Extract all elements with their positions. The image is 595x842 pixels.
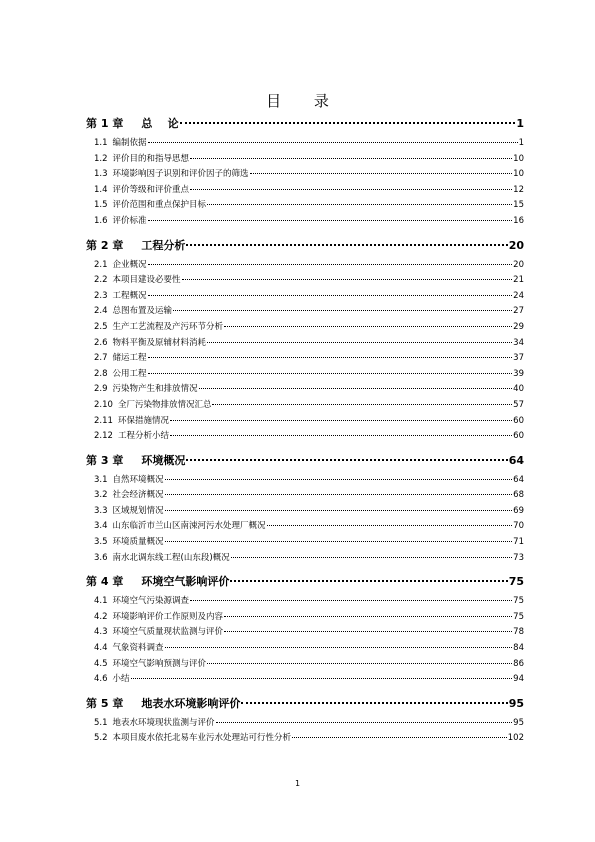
toc-entry-title: 编制依据 [112,138,147,148]
toc-entry-number: 4.5 [94,658,108,669]
toc-section-entry[interactable] [86,716,524,732]
toc-entry-number: 2.12 [94,431,113,442]
dot-leader [190,600,512,601]
toc-entry-title: 社会经济概况 [112,490,164,501]
toc-entry-title: 南水北调东线工程(山东段)概况 [112,552,230,563]
toc-section-entry[interactable] [86,167,524,183]
toc-entry-number: 2.6 [94,337,108,348]
toc-entry-number: 1.6 [94,215,108,226]
toc-entry-title: 环境质量概况 [112,537,164,548]
dot-leader [165,494,513,495]
dot-leader [148,295,513,296]
toc-entry-title: 评价标准 [112,215,147,226]
page-number: 1 [294,779,301,788]
toc-entry-title: 本项目建设必要性 [112,275,181,286]
toc-section-entry[interactable] [86,304,524,320]
toc-entry-title: 评价范围和重点保护目标 [112,200,207,211]
toc-entry-title: 本项目废水依托北易车业污水处理站可行性分析 [112,733,292,744]
toc-section-entry[interactable] [86,136,524,152]
toc-entry-title: 环境空气污染源调查 [112,596,190,607]
toc-section-entry[interactable] [86,625,524,641]
toc-entry-page: 75 [513,611,524,622]
toc-entry-page: 21 [513,275,524,286]
toc-entry-page: 70 [513,521,524,532]
toc-entry-number: 1.4 [94,184,108,195]
dot-leader [180,122,516,124]
toc-entry-page: 27 [513,306,524,317]
toc-section-entry[interactable] [86,657,524,673]
toc-entry-number: 4.4 [94,643,108,654]
toc-entry-title: 工程分析小结 [117,431,169,442]
toc-entry-page: 68 [513,490,524,501]
toc-entry-number: 2.5 [94,321,108,332]
toc-chapter-entry[interactable] [86,236,524,255]
dot-leader [131,678,513,679]
dot-leader [170,435,512,436]
toc-entry-number: 2.11 [94,415,113,426]
toc-entry-number: 3.1 [94,474,108,485]
toc-entry-page: 84 [513,643,524,654]
toc-entry-page: 16 [513,215,524,226]
dot-leader [231,557,513,558]
toc-section-entry[interactable] [86,504,524,520]
toc-entry-title: 地表水环境现状监测与评价 [112,717,215,728]
toc-section-entry[interactable] [86,351,524,367]
toc-entry-number: 3.6 [94,552,108,563]
dot-leader [224,616,512,617]
toc-entry-number: 5.2 [94,733,108,744]
toc-section-entry[interactable] [86,258,524,274]
toc-entry-page: 1 [518,138,524,148]
toc-entry-title: 评价等级和评价重点 [112,184,190,195]
toc-entry-page: 40 [513,384,524,395]
dot-leader [165,479,513,480]
dot-leader [148,220,513,221]
dot-leader [292,737,507,738]
toc-entry-page: 71 [513,537,524,548]
dot-leader [224,326,512,327]
toc-entry-number: 5.1 [94,717,108,728]
dot-leader [186,459,507,461]
toc-entry-number: 1.1 [94,138,108,148]
toc-entry-number: 第 5 章 [86,696,124,710]
dot-leader [207,342,512,343]
toc-entry-number: 2.8 [94,368,108,379]
toc-entry-title: 全厂污染物排放情况汇总 [117,399,212,410]
toc-section-entry[interactable] [86,198,524,214]
toc-section-entry[interactable] [86,731,524,747]
toc-entry-number: 2.3 [94,290,108,301]
toc-section-entry[interactable] [86,398,524,414]
dot-leader [190,158,512,159]
toc-entry-number: 2.1 [94,259,108,270]
toc-entry-page: 69 [513,505,524,516]
toc-section-entry[interactable] [86,429,524,445]
toc-entry-number: 1.3 [94,169,108,180]
toc-section-entry[interactable] [86,535,524,551]
toc-entry-page: 64 [513,474,524,485]
toc-entry-page: 64 [508,453,524,467]
toc-entry-title: 物料平衡及原辅材料消耗 [112,337,207,348]
toc-entry-page: 95 [513,717,524,728]
dot-leader [186,244,507,246]
toc-entry-title: 环境空气质量现状监测与评价 [112,627,224,638]
toc-entry-title: 评价目的和指导思想 [112,153,190,164]
dot-leader [148,357,513,358]
toc-entry-number: 3.2 [94,490,108,501]
toc-section-entry[interactable] [86,273,524,289]
dot-leader [250,173,513,174]
toc-section-entry[interactable] [86,320,524,336]
toc-chapter-entry[interactable] [86,572,524,591]
toc-entry-title: 环保措施情况 [117,415,169,426]
dot-leader [190,189,512,190]
dot-leader [230,580,507,582]
toc-entry-title: 公用工程 [112,368,147,379]
toc-entry-page: 94 [513,674,524,685]
toc-entry-number: 4.1 [94,596,108,607]
toc-entry-title: 环境概况 [141,453,186,467]
toc-entry-title: 储运工程 [112,353,147,364]
toc-section-entry[interactable] [86,594,524,610]
dot-leader [267,525,513,526]
toc-section-entry[interactable] [86,672,524,688]
toc-entry-number: 4.6 [94,674,108,685]
toc-entry-page: 34 [513,337,524,348]
toc-entry-title: 区域规划情况 [112,505,164,516]
dot-leader [207,663,512,664]
toc-entry-number: 4.3 [94,627,108,638]
toc-entry-page: 20 [513,259,524,270]
toc-entry-title: 生产工艺流程及产污环节分析 [112,321,224,332]
toc-entry-page: 10 [513,153,524,164]
toc-entry-number: 第 1 章 [86,117,124,130]
dot-leader [207,204,512,205]
toc-entry-page: 60 [513,415,524,426]
toc-entry-page: 57 [513,399,524,410]
toc-entry-title: 环境空气影响预测与评价 [112,658,207,669]
toc-entry-page: 60 [513,431,524,442]
toc-entry-title: 工程分析 [141,238,186,252]
toc-entry-title: 环境影响评价工作原则及内容 [112,611,224,622]
toc-entry-page: 37 [513,353,524,364]
toc-entry-title: 山东临沂市兰山区南涑河污水处理厂概况 [112,521,266,532]
toc-entry-number: 3.4 [94,521,108,532]
toc-section-entry[interactable] [86,367,524,383]
toc-entry-page: 15 [513,200,524,211]
page-title: 目 录 [266,92,343,110]
toc-entry-page: 12 [513,184,524,195]
toc-entry-page: 73 [513,552,524,563]
toc-section-entry[interactable] [86,488,524,504]
toc-entry-page: 39 [513,368,524,379]
toc-section-entry[interactable] [86,382,524,398]
toc-entry-number: 2.4 [94,306,108,317]
dot-leader [165,647,513,648]
toc-section-entry[interactable] [86,183,524,199]
toc-entry-page: 78 [513,627,524,638]
dot-leader [241,702,507,704]
dot-leader [148,373,513,374]
toc-entry-title: 地表水环境影响评价 [141,696,241,710]
dot-leader [148,142,518,143]
toc-entry-page: 1 [516,117,524,130]
toc-entry-title: 工程概况 [112,290,147,301]
dot-leader [216,722,513,723]
toc-entry-page: 95 [508,696,524,710]
toc-section-entry[interactable] [86,289,524,305]
toc-entry-page: 75 [513,596,524,607]
toc-entry-title: 自然环境概况 [112,474,164,485]
toc-entry-title: 环境空气影响评价 [141,575,230,589]
toc-chapter-entry[interactable] [86,451,524,470]
toc-entry-number: 1.5 [94,200,108,211]
toc-section-entry[interactable] [86,414,524,430]
dot-leader [170,420,512,421]
dot-leader [199,388,513,389]
toc-entry-page: 75 [508,575,524,589]
toc-entry-page: 29 [513,321,524,332]
toc-entry-title: 小结 [112,674,130,685]
toc-section-entry[interactable] [86,551,524,567]
toc-entry-number: 3.5 [94,537,108,548]
dot-leader [148,264,513,265]
dot-leader [224,631,512,632]
toc-section-entry[interactable] [86,214,524,230]
toc-entry-number: 2.10 [94,399,113,410]
toc-entry-number: 2.9 [94,384,108,395]
toc-section-entry[interactable] [86,473,524,489]
toc-section-entry[interactable] [86,152,524,168]
dot-leader [212,404,512,405]
toc-section-entry[interactable] [86,336,524,352]
toc-section-entry[interactable] [86,641,524,657]
toc-entry-title: 污染物产生和排放情况 [112,384,198,395]
toc-entry-page: 10 [513,169,524,180]
toc-entry-title: 气象资料调查 [112,643,164,654]
toc-entry-title: 总图布置及运输 [112,306,173,317]
toc-entry-number: 第 3 章 [86,453,124,467]
toc-entry-page: 20 [508,238,524,252]
toc-entry-number: 1.2 [94,153,108,164]
dot-leader [165,510,513,511]
toc-entry-number: 第 2 章 [86,238,124,252]
toc-entry-number: 3.3 [94,505,108,516]
toc-entry-title: 环境影响因子识别和评价因子的筛选 [112,169,249,180]
toc-entry-number: 第 4 章 [86,575,124,589]
toc-entry-page: 86 [513,658,524,669]
toc-entry-page: 102 [507,733,524,744]
toc-section-entry[interactable] [86,519,524,535]
table-of-contents [86,114,524,747]
toc-entry-page: 24 [513,290,524,301]
toc-entry-number: 4.2 [94,611,108,622]
dot-leader [173,310,512,311]
toc-entry-title: 总 论 [141,117,179,130]
dot-leader [165,541,513,542]
toc-entry-number: 2.7 [94,353,108,364]
toc-entry-number: 2.2 [94,275,108,286]
toc-section-entry[interactable] [86,610,524,626]
toc-chapter-entry[interactable] [86,114,524,133]
dot-leader [182,279,513,280]
toc-chapter-entry[interactable] [86,694,524,713]
toc-entry-title: 企业概况 [112,259,147,270]
